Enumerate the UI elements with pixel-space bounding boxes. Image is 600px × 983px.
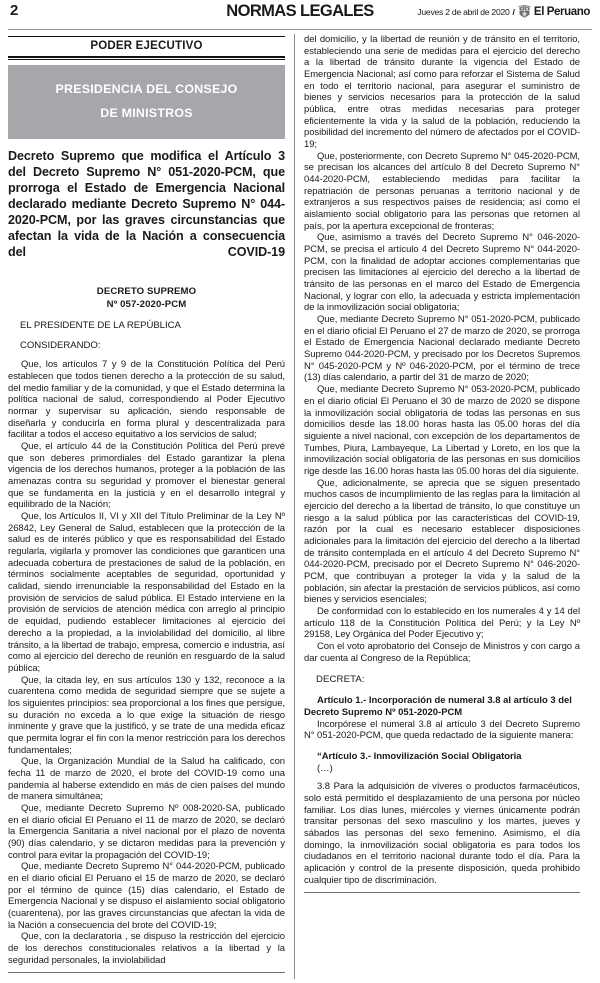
decreta-label: DECRETA: bbox=[316, 674, 365, 686]
quoted-article-3-heading: “Artículo 3.- Inmovilización Social Obligatoria bbox=[317, 750, 522, 762]
gazette-title: NORMAS LEGALES bbox=[226, 2, 374, 20]
quoted-ellipsis: (…) bbox=[317, 762, 333, 774]
article-1-heading: Artículo 1.- Incorporación de numeral 3.8 al artículo 3 del Decreto Supremo Nº 051-2020-PCM bbox=[304, 695, 572, 718]
paragraph: Que, posteriormente, con Decreto Supremo N° 045-2020-PCM, se precisan los alcances del artículo 8 del Decreto Supremo N° 044-2020-PCM, estableciendo medidas para facilitar la repatriación de personas peruanas a territorio nacional y de extranjeros a sus respectivos países de residencia; así como el aislamiento social obligatorio para las personas que retornen al país, por la apertura excepcional de fronteras; bbox=[304, 150, 580, 232]
newspaper-brand: El Peruano bbox=[533, 6, 590, 18]
column-right bbox=[294, 34, 580, 979]
masthead-rule-1 bbox=[8, 29, 592, 30]
decree-kind: DECRETO SUPREMO bbox=[96, 286, 197, 298]
numeral-3-8: 3.8 Para la adquisición de víveres o productos farmacéuticos, solo está permitido el desplazamiento de una persona por núcleo familiar. Los días lunes, miércoles y viernes únicamente podrán transitar personas del sexo masculino y los martes, jueves y sábados las personas del sexo femenino. Asimismo, el día domingo, la inmovilización social obligatoria es para todos los ciudadanos en el territorio nacional durante todo el día. Para la aplicación y control de la presente disposición, queda prohibido cualquier tipo de discriminación. bbox=[304, 781, 580, 886]
entity-banner bbox=[8, 65, 285, 138]
paragraph: Que, mediante Decreto Supremo N° 044-2020-PCM, publicado en el diario oficial El Peruano el 15 de marzo de 2020, se declaró por el término de quince (15) días calendario, el Estado de Emergencia Nacional y se dispuso el aislamiento social obligatorio (cuarentena), por las graves circunstancias que afectan la vida de la Nación a consecuencia del brote del COVID-19; bbox=[8, 861, 285, 931]
paragraph: Que, la citada ley, en sus artículos 130 y 132, reconoce a la cuarentena como medida de seguridad siempre que se sujete a los siguientes principios: sea proporcional a los fines que persigue, su duración no exceda a lo que exige la situación de riesgo inminente y grave que la justificó, y se trate de una medida eficaz que permita lograr el fin con la menor restricción para los derechos fundamentales; bbox=[8, 674, 285, 756]
entity-banner-line-1: PRESIDENCIA DEL CONSEJO bbox=[55, 82, 238, 97]
article-1-body: Incorpórese el numeral 3.8 al artículo 3 del Decreto Supremo N° 051-2020-PCM, que queda redactado de la siguiente manera: bbox=[304, 718, 580, 742]
column-bottom-rule bbox=[304, 892, 580, 893]
paragraph: De conformidad con lo establecido en los numerales 4 y 14 del artículo 118 de la Constitución Política del Perú; y la Ley Nº 29158, Ley Orgánica del Poder Ejecutivo y; bbox=[304, 605, 580, 641]
peru-coat-of-arms-icon bbox=[518, 5, 531, 19]
paragraph: Que, mediante Decreto Supremo Nº 008-2020-SA, publicado en el diario oficial El Peruano el 11 de marzo de 2020, se declaró la Emergencia Sanitaria a nivel nacional por el plazo de noventa (90) días calendario, y se dictaron medidas para la prevención y control para evitar la propagación del COVID-19; bbox=[8, 802, 285, 861]
column-left bbox=[8, 34, 294, 979]
section-heading-poder-ejecutivo: PODER EJECUTIVO bbox=[90, 40, 203, 52]
paragraph: Que, mediante Decreto Supremo N° 053-2020-PCM, publicado en el diario oficial El Peruano el 30 de marzo de 2020 se dispone la inmovilización social obligatoria de todas las personas en sus domicilios desde las 18.00 horas hasta las 05.00 horas del día siguiente a nivel nacional, con excepción de los departamentos de Tumbes, Piura, Lambayeque, La Libertad y Loreto, en los que la inmovilización social obligatoria de las personas en sus domicilios rige desde las 16.00 horas hasta las 05.00 horas del día siguiente. bbox=[304, 384, 580, 477]
page-body bbox=[8, 34, 592, 979]
paragraph: Que, el artículo 44 de la Constitución Política del Perú prevé que son deberes primordiales del Estado garantizar la plena vigencia de los derechos humanos, proteger a la población de las amenazas contra su seguridad y promover el bienestar general que se fundamenta en la justicia y en el desarrollo integral y equilibrado de la Nación; bbox=[8, 441, 285, 511]
decree-title: Decreto Supremo que modifica el Artículo 3 del Decreto Supremo N° 051-2020-PCM, que prorroga el Estado de Emergencia Nacional declarado mediante Decreto Supremo N° 044-2020-PCM, por las graves circunstancias que afectan la vida de la Nación a consecuencia del COVID-19 bbox=[8, 148, 285, 260]
section-rule-top bbox=[8, 36, 285, 37]
paragraph: del domicilio, y la libertad de reunión y de tránsito en el territorio, estableciendo una serie de medidas para el ejercicio del derecho a la libertad de tránsito durante la vigencia del Estado de Emergencia Nacional; así como para reforzar el Sistema de Salud en todo el territorio nacional, para asegurar el suministro de bienes y servicios necesarios para la protección de la salud pública, entre otras medidas necesarias para proteger eficientemente la vida y la salud de la población, reduciendo la posibilidad del incremento del número de afectados por el COVID-19; bbox=[304, 34, 580, 151]
column-bottom-rule bbox=[8, 972, 285, 973]
decree-number: Nº 057-2020-PCM bbox=[106, 298, 187, 310]
imprint-separator: / bbox=[512, 7, 515, 17]
paragraph: Con el voto aprobatorio del Consejo de Ministros y con cargo a dar cuenta al Congreso de la República; bbox=[304, 640, 580, 664]
publication-date: Jueves 2 de abril de 2020 bbox=[417, 7, 510, 17]
paragraph: Que, la Organización Mundial de la Salud ha calificado, con fecha 11 de marzo de 2020, el brote del COVID-19 como una pandemia al haberse extendido en más de cien países del mundo de manera simultánea; bbox=[8, 756, 285, 803]
paragraph: Que, asimismo a través del Decreto Supremo N° 046-2020-PCM, se precisa el artículo 4 del Decreto Supremo N° 044-2020-PCM, con la finalidad de adoptar acciones complementarias que precisen las limitaciones al ejercicio del derecho a la libertad de tránsito de las personas en el marco del Estado de Emergencia Nacional, y lograr con ello, la adecuada y estricta implementación de la inmovilización social obligatoria; bbox=[304, 232, 580, 314]
paragraph: Que, los Artículos II, VI y XII del Título Preliminar de la Ley Nº 26842, Ley General de Salud, establecen que la protección de la salud es de interés público y que es responsabilidad del Estado regularla, vigilarla y promover las condiciones que garanticen una adecuada cobertura de prestaciones de salud de la población, en términos socialmente aceptables de seguridad, oportunidad y calidad, siendo irrenunciable la responsabilidad del Estado en la provisión de servicios de salud pública. El Estado interviene en la provisión de servicios de atención médica con arreglo al principio de equidad, pudiendo establecer limitaciones al ejercicio del derecho a la propiedad, a la inviolabilidad del domicilio, al libre tránsito, a la libertad de trabajo, empresa, comercio e industria, así como al ejercicio del derecho de reunión en resguardo de la salud pública; bbox=[8, 511, 285, 674]
paragraph: Que, con la declaratoria , se dispuso la restricción del ejercicio de los derechos constitucionales relativos a la libertad y la seguridad personales, la inviolabilidad bbox=[8, 931, 285, 966]
paragraph: Que, mediante Decreto Supremo N° 051-2020-PCM, publicado en el diario oficial El Peruano el 27 de marzo de 2020, se prorroga el Estado de Emergencia Nacional declarado mediante Decreto Supremo 044-2020-PCM, y precisado por los Decretos Supremos N° 045-2020-PCM y Nº 046-2020-PCM, por el término de trece (13) días calendario, a partir del 31 de marzo de 2020; bbox=[304, 314, 580, 384]
decree-identifier bbox=[8, 286, 285, 311]
paragraph: Que, los artículos 7 y 9 de la Constitución Política del Perú establecen que todos tienen derecho a la protección de su salud, del medio familiar y de la comunidad, y que el Estado determina la política nacional de salud, correspondiendo al Poder Ejecutivo normar y supervisar su aplicación, siendo responsable de diseñarla y conducirla en forma plural y descentralizada para facilitar a todos el acceso equitativo a los servicios de salud; bbox=[8, 359, 285, 441]
entity-banner-line-2: DE MINISTROS bbox=[100, 106, 193, 121]
considering-label: CONSIDERANDO: bbox=[20, 340, 101, 352]
paragraph: Que, adicionalmente, se aprecia que se siguen presentado muchos casos de incumplimiento de las reglas para la limitación al ejercicio del derecho a la libertad de tránsito, lo que constituye un riesgo a la salud pública por las características del COVID-19, razón por la cual es necesario establecer disposiciones adicionales para la limitación del ejercicio del derecho a la libertad de tránsito contemplada en el artículo 4 del Decreto Supremo N° 044-2020-PCM, precisado por el Decreto Supremo N° 046-2020-PCM, que contribuyan a proteger la vida y la salud de la población, sin afectar la prestación de servicios públicos, así como bienes y servicios esenciales; bbox=[304, 477, 580, 606]
masthead-imprint bbox=[417, 5, 590, 19]
section-rule-bottom bbox=[8, 56, 285, 60]
president-line: EL PRESIDENTE DE LA REPÚBLICA bbox=[20, 320, 181, 332]
paragraph-spacer bbox=[304, 774, 580, 781]
page-number: 2 bbox=[10, 2, 19, 19]
masthead bbox=[8, 0, 592, 26]
